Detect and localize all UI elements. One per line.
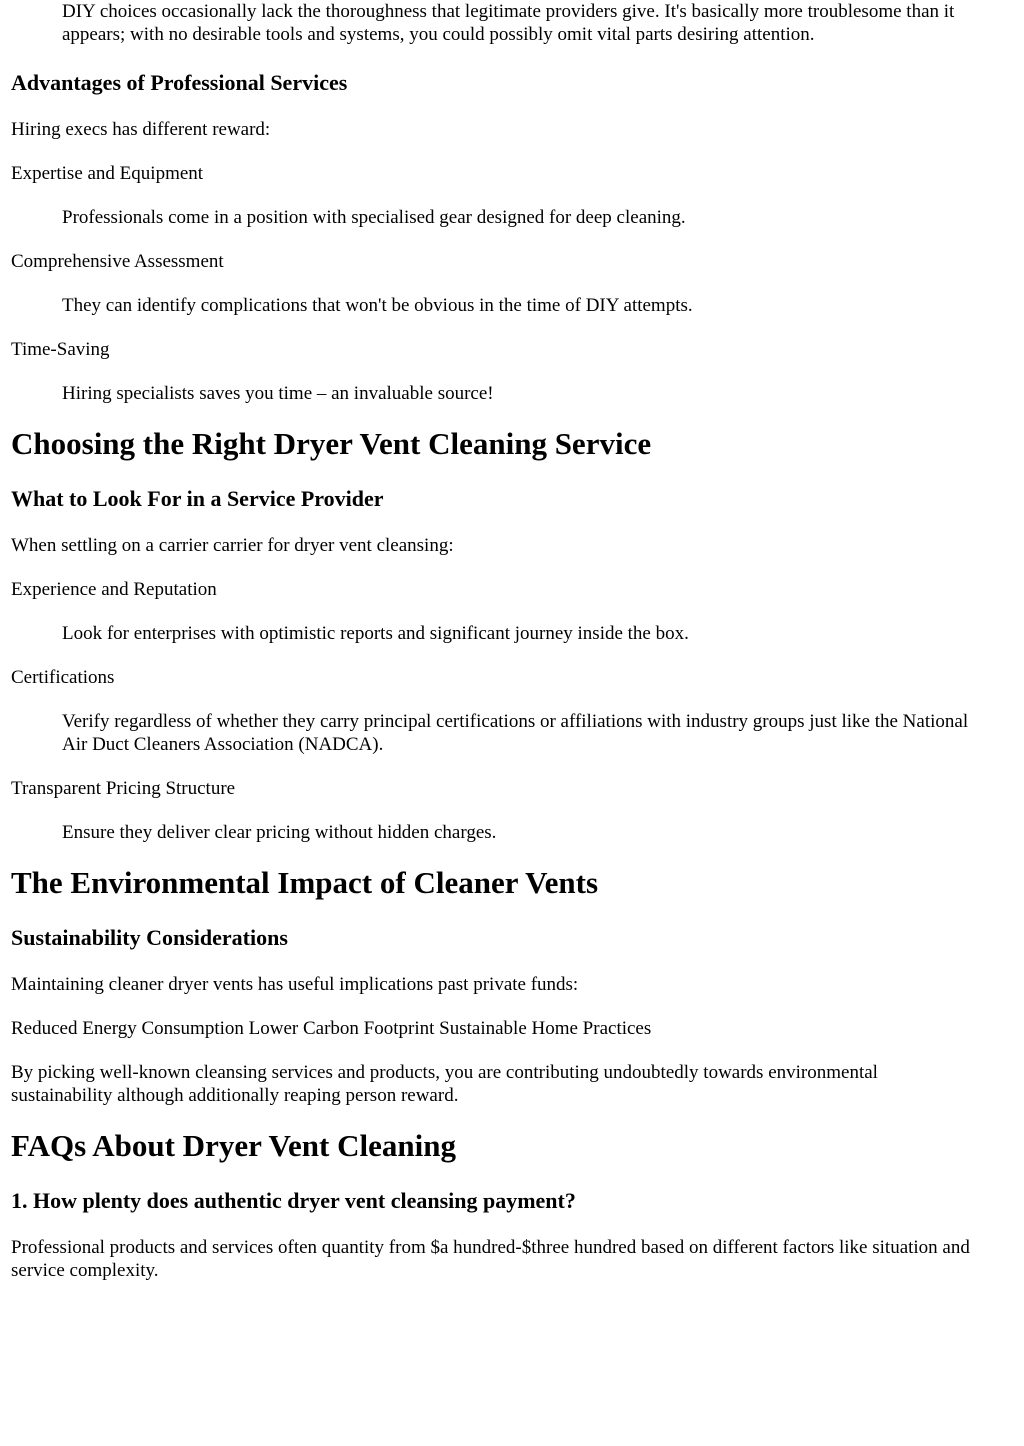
definition-term-pricing: Transparent Pricing Structure [11,778,236,799]
advantages-heading: Advantages of Professional Services [11,70,348,95]
choosing-service-heading: Choosing the Right Dryer Vent Cleaning Service [11,426,652,461]
faq-heading: FAQs About Dryer Vent Cleaning [11,1128,456,1163]
definition-desc-time-saving: Hiring specialists saves you time – an invaluable source! [62,383,494,404]
sustainability-list: Reduced Energy Consumption Lower Carbon Footprint Sustainable Home Practices [11,1018,652,1039]
sustainability-heading: Sustainability Considerations [11,925,288,950]
definition-term-time-saving: Time-Saving [11,339,110,360]
definition-desc-pricing: Ensure they deliver clear pricing without hidden charges. [62,822,497,843]
definition-term-experience: Experience and Reputation [11,579,217,600]
advantages-intro: Hiring execs has different reward: [11,119,271,140]
definition-desc-certifications: Verify regardless of whether they carry principal certifications or affiliations with industry groups just like the National Air Duct Cleaners Association (NADCA). [62,711,969,755]
definition-term-certifications: Certifications [11,667,115,688]
sustainability-outro: By picking well-known cleansing services and products, you are contributing undoubtedly towards environmental sustainability although additionally reaping person reward. [11,1062,878,1106]
definition-term-assessment: Comprehensive Assessment [11,251,224,272]
environmental-impact-heading: The Environmental Impact of Cleaner Vents [11,865,599,900]
sustainability-intro: Maintaining cleaner dryer vents has useful implications past private funds: [11,974,579,995]
diy-detail-text: DIY choices occasionally lack the thoroughness that legitimate providers give. It's basically more troublesome than it appears; with no desirable tools and systems, you could possibly omit vital parts desiring attention. [62,1,955,45]
faq-answer-1: Professional products and services often quantity from $a hundred-$three hundred based on different factors like situation and service complexity. [11,1237,970,1281]
definition-term-expertise: Expertise and Equipment [11,163,204,184]
definition-desc-expertise: Professionals come in a position with specialised gear designed for deep cleaning. [62,207,686,228]
faq-question-1: 1. How plenty does authentic dryer vent cleansing payment? [11,1188,576,1213]
what-to-look-for-heading: What to Look For in a Service Provider [11,486,384,511]
definition-desc-experience: Look for enterprises with optimistic reports and significant journey inside the box. [62,623,689,644]
definition-desc-assessment: They can identify complications that won't be obvious in the time of DIY attempts. [62,295,693,316]
look-intro: When settling on a carrier carrier for dryer vent cleansing: [11,535,454,556]
